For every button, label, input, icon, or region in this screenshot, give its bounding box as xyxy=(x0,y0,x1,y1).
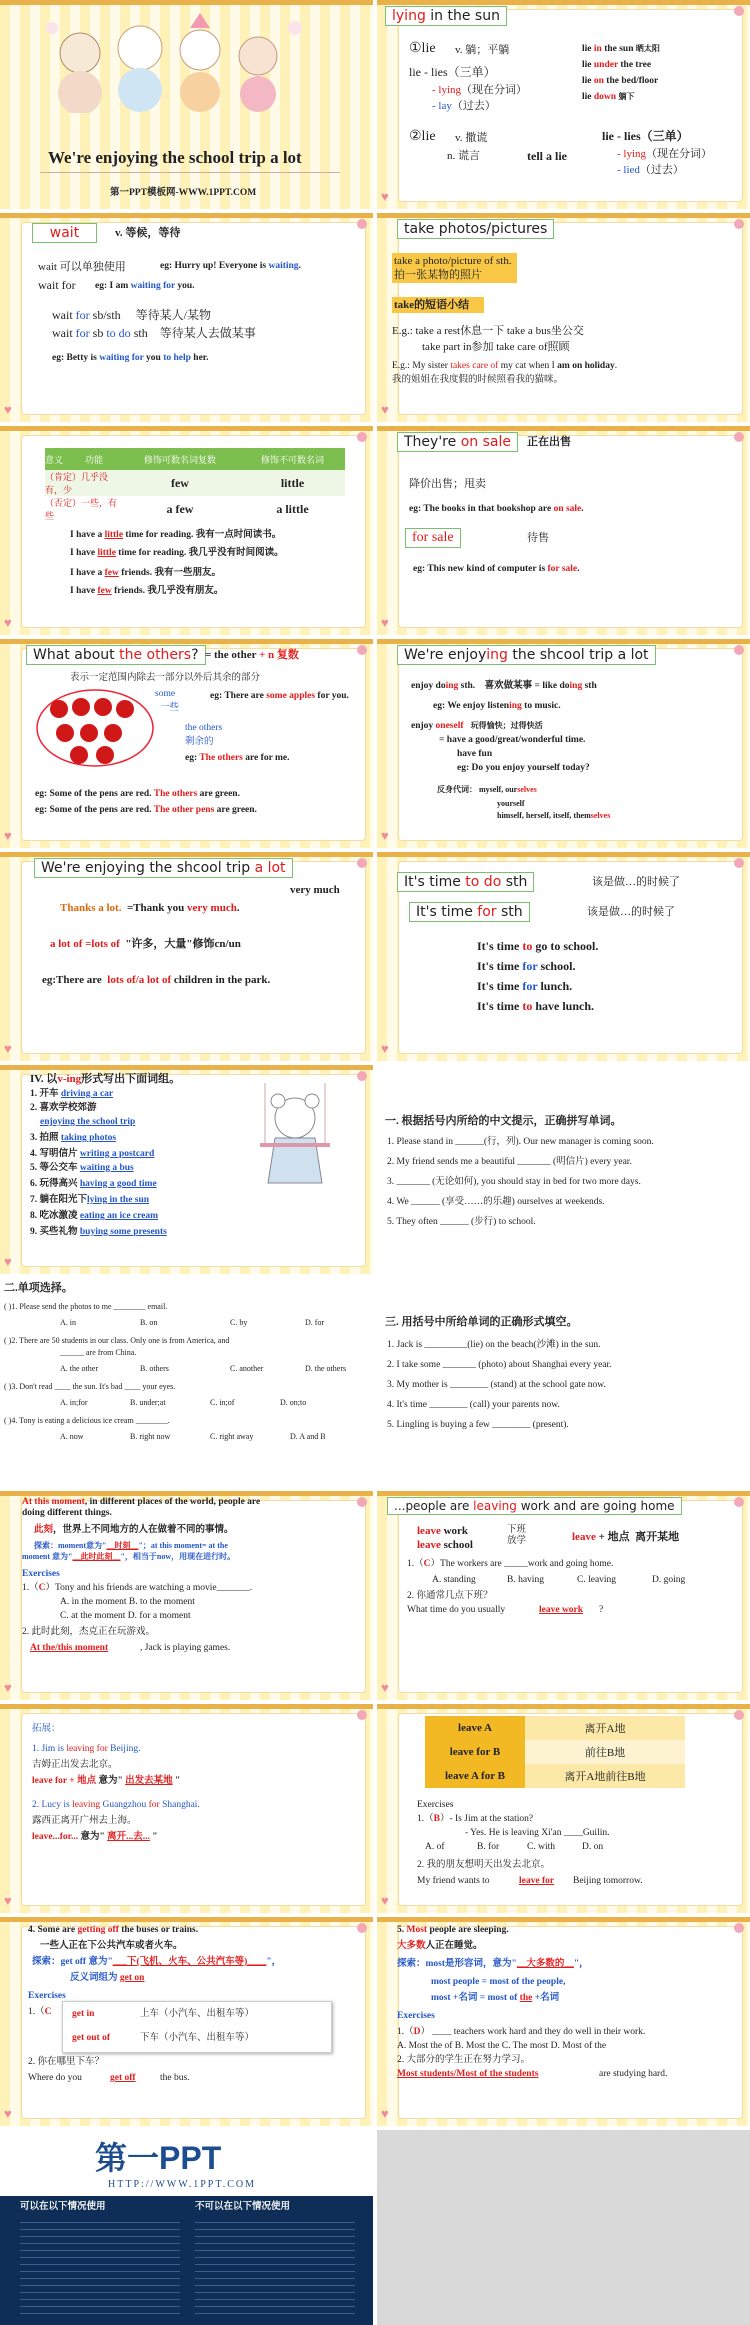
most-sentence: 5. Most people are sleeping. xyxy=(397,1925,509,1935)
ex-item: 4. It's time ________ (call) your parents now. xyxy=(387,1400,560,1410)
pin-icon xyxy=(734,6,744,16)
the-others-def: 表示一定范围内除去一部分以外后其余的部分 xyxy=(70,673,261,683)
slide-get-off xyxy=(0,1917,373,2126)
heart-icon: ♥ xyxy=(381,402,389,417)
exercise-heading: 二.单项选择。 xyxy=(4,1282,73,1294)
ppt-logo: 第一PPT xyxy=(95,2140,222,2176)
lie-noun: n. 谎言 xyxy=(447,150,480,162)
pin-icon xyxy=(357,1923,367,1933)
ex-item: 4. 写明信片 writing a postcard xyxy=(30,1149,155,1159)
leave-q1: 1.（C）The workers are _____work and going home. xyxy=(407,1559,614,1569)
expand-label: 拓展： xyxy=(32,1724,61,1734)
table-cell: 前往B地 xyxy=(525,1740,685,1764)
moment-q2: 2. 此时此刻，杰克正在玩游戏。 xyxy=(22,1627,156,1637)
slide-heading: ...people are leaving work and are going home xyxy=(387,1497,682,1515)
very-much: very much xyxy=(290,884,340,896)
ppt-url: HTTP://WWW.1PPT.COM xyxy=(108,2179,257,2190)
slide-heading: We're enjoying the shcool trip a lot xyxy=(397,645,656,665)
slide-a-lot xyxy=(0,852,373,1061)
get-in-cn: 上车（小汽车、出租车等） xyxy=(140,2009,255,2019)
get-off-opposite: 反义词组为 get on xyxy=(70,1973,145,1983)
most-rule-2: most +名词 = most of the +名词 xyxy=(431,1993,560,2003)
table-cell: leave for B xyxy=(425,1740,525,1764)
most-answer: Most students/Most of the students xyxy=(397,2069,539,2079)
pin-icon xyxy=(357,1710,367,1720)
wait-for-sb-to-do: wait for sb to do sth 等待某人去做某事 xyxy=(52,326,256,340)
slide-exercise-2 xyxy=(0,1278,373,1487)
title-divider xyxy=(40,172,340,173)
moment-sentence: At this moment, in different places of the world, people are xyxy=(22,1497,261,1507)
enjoy-eq: = have a good/great/wonderful time. xyxy=(439,735,586,745)
question: ( )1. Please send the photos to me ________ email. xyxy=(4,1302,168,1311)
lied-2: - lied（过去） xyxy=(617,164,684,176)
ex-item: 3. 拍照 taking photos xyxy=(30,1133,117,1143)
pin-icon xyxy=(357,1071,367,1081)
option: A. now xyxy=(60,1432,84,1441)
few-eg-3: I have a few friends. 我有一些朋友。 xyxy=(70,568,221,578)
slide-its-time xyxy=(377,852,750,1061)
heart-icon: ♥ xyxy=(381,2106,389,2121)
pens-eg-1: eg: Some of the pens are red. The others are green. xyxy=(35,789,240,799)
some-label: some xyxy=(155,689,176,699)
heart-icon: ♥ xyxy=(4,1041,12,1056)
its-time-to-cn: 该是做…的时候了 xyxy=(592,876,680,888)
usage-forbidden: 不可以在以下情况使用 xyxy=(195,2202,291,2212)
few-eg-2: I have little time for reading. 我几乎没有时间阅读。 xyxy=(70,548,284,558)
table-cell: （肯定）几乎没有，少 xyxy=(45,472,109,495)
enjoy-eg-1: eg: We enjoy listening to music. xyxy=(433,701,561,711)
time-eg-3: It's time for lunch. xyxy=(477,979,573,993)
moment-q1: 1.（C）Tony and his friends are watching a movie_______. xyxy=(22,1583,253,1593)
option: D. the others xyxy=(305,1364,347,1373)
pin-icon xyxy=(357,645,367,655)
get-off-q2-en: Where do you xyxy=(28,2073,82,2083)
pin-icon xyxy=(734,858,744,868)
leave-q2-en: What time do you usually xyxy=(407,1605,506,1615)
take-photo-phrase: take a photo/picture of sth. xyxy=(394,255,512,267)
lying-form: - lying（现在分词） xyxy=(432,84,528,96)
pin-icon xyxy=(357,219,367,229)
heart-icon: ♥ xyxy=(4,828,12,843)
heart-icon: ♥ xyxy=(381,1041,389,1056)
table-cell: 离开A地 xyxy=(525,1716,685,1740)
ex-item: 6. 玩得高兴 having a good time xyxy=(30,1179,157,1189)
leave-school: leave school xyxy=(417,1539,473,1551)
slide-few-little xyxy=(0,426,373,635)
most-q1: 1.（D） ____ teachers work hard and they do well in their work. xyxy=(397,2027,646,2037)
get-off-q1: 1.（C xyxy=(28,2007,52,2017)
leave-answer: leave work xyxy=(539,1605,584,1615)
empty-area xyxy=(377,2130,750,2325)
ex-item: 9. 买些礼物 buying some presents xyxy=(30,1227,167,1237)
site-caption: 第一PPT模板网-WWW.1PPT.COM xyxy=(110,188,257,198)
exercise-heading: 三. 用括号中所给单词的正确形式填空。 xyxy=(385,1316,578,1328)
get-off-q2: 2. 你在哪里下车？ xyxy=(28,2057,105,2067)
for-sale-box: for sale xyxy=(405,528,461,548)
pin-icon xyxy=(734,432,744,442)
time-eg-4: It's time to have lunch. xyxy=(477,999,595,1013)
bear-illustration xyxy=(250,1083,340,1193)
leave-for-2: 2. Lucy is leaving Guangzhou for Shanghai. xyxy=(32,1800,200,1810)
pin-icon xyxy=(734,1497,744,1507)
exercises-label: Exercises xyxy=(22,1569,60,1579)
its-time-to-box: It's time to do sth xyxy=(397,872,534,892)
option: B. for xyxy=(477,1842,500,1852)
lie-2: ②lie xyxy=(409,129,436,144)
heart-icon: ♥ xyxy=(381,189,389,204)
ex-item: 2. I take some _______ (photo) about Shanghai every year. xyxy=(387,1360,612,1370)
question-cont: ______ are from China. xyxy=(60,1348,137,1357)
leave-table xyxy=(425,1716,685,1788)
table-cell: little xyxy=(280,475,305,490)
option: D. for xyxy=(305,1318,325,1327)
time-eg-1: It's time to go to school. xyxy=(477,939,599,953)
slide-wait xyxy=(0,213,373,422)
wait-eg-2: eg: I am waiting for you. xyxy=(95,281,195,291)
take-summary: take的短语小结 xyxy=(394,299,470,311)
lying-2: - lying（现在分词） xyxy=(617,148,713,160)
wait-eg-1: eg: Hurry up! Everyone is waiting. xyxy=(160,261,301,271)
exercises-label: Exercises xyxy=(417,1800,454,1810)
option: B. having xyxy=(507,1575,544,1585)
usage-allowed: 可以在以下情况使用 xyxy=(20,2202,106,2212)
cartoon-animals-illustration xyxy=(40,8,310,113)
option: C. by xyxy=(230,1318,248,1327)
few-eg-1: I have a little time for reading. 我有一点时间读书。 xyxy=(70,530,282,540)
on-sale-eg: eg: The books in that bookshop are on sale. xyxy=(409,504,584,514)
get-out-of: get out of xyxy=(72,2033,110,2043)
get-off-explore: 探索：get off 意为"___下(飞机、火车、公共汽车等)____"， xyxy=(32,1957,282,1967)
phrase-2: lie under the tree xyxy=(582,60,652,70)
get-off-sentence: 4. Some are getting off the buses or trains. xyxy=(28,1925,199,1935)
heart-icon: ♥ xyxy=(4,2106,12,2121)
option: D. A and B xyxy=(290,1432,326,1441)
option: D. on xyxy=(582,1842,604,1852)
get-off-end: the bus. xyxy=(160,2073,190,2083)
option: C. leaving xyxy=(577,1575,617,1585)
leave-q2: 2. 你通常几点下班？ xyxy=(407,1591,493,1601)
ex-item: 1. 开车 driving a car xyxy=(30,1089,114,1099)
option: D. on;to xyxy=(280,1398,307,1407)
slide-heading: wait xyxy=(32,223,97,243)
option: C. with xyxy=(527,1842,555,1852)
heart-icon: ♥ xyxy=(4,615,12,630)
apples-illustration xyxy=(35,687,155,769)
tell-a-lie: tell a lie xyxy=(527,149,567,163)
moment-explore-2: moment 意为"__此时此刻__"，相当于now，用现在进行时。 xyxy=(22,1552,236,1561)
lie-2-meaning: v. 撒谎 xyxy=(455,132,488,144)
a-lot-of: a lot of =lots of "许多，大量"修饰cn/un xyxy=(50,938,241,950)
ex-item: 5. They often ______ (步行) to school. xyxy=(387,1217,536,1227)
question: ( )3. Don't read ____ the sun. It's bad ____ your eyes. xyxy=(4,1382,176,1391)
leave-for-2-cn: 露西正离开广州去上海。 xyxy=(32,1816,137,1826)
table-cell: a little xyxy=(276,501,309,516)
pin-icon xyxy=(734,1923,744,1933)
take-eg-1: E.g.: take a rest休息一下 take a bus坐公交 xyxy=(392,325,584,337)
slide-title xyxy=(0,0,373,209)
slide-heading: What about the others? xyxy=(26,645,206,665)
take-eg-2: take part in参加 take care of照顾 xyxy=(422,341,570,353)
leave-for-1: 1. Jim is leaving for Beijing. xyxy=(32,1744,141,1754)
option: B. others xyxy=(140,1364,169,1373)
option: B. right now xyxy=(130,1432,171,1441)
table-cell: 离开A地前往B地 xyxy=(525,1764,685,1788)
leave-for-rule-2: leave...for... 意为" 离开...去... " xyxy=(32,1832,158,1842)
heart-icon: ♥ xyxy=(381,828,389,843)
phrase-4: lie down 躺下 xyxy=(582,92,635,102)
option: A. of xyxy=(425,1842,445,1852)
leave-work: leave work xyxy=(417,1525,469,1537)
question: ( )4. Tony is eating a delicious ice cream ________. xyxy=(4,1416,170,1425)
moment-q1-ab: A. in the moment B. to the moment xyxy=(60,1597,195,1607)
reflexive-3: himself, herself, itself, themselves xyxy=(497,811,611,820)
get-in: get in xyxy=(72,2009,95,2019)
exercise-heading: 一. 根据括号内所给的中文提示，正确拼写单词。 xyxy=(385,1115,622,1127)
the-others-eg: eg: The others are for me. xyxy=(185,753,290,763)
wait-eg-3: eg: Betty is waiting for you to help her. xyxy=(52,353,209,363)
slide-on-sale xyxy=(377,426,750,635)
ex-item: 5. 等公交车 waiting a bus xyxy=(30,1163,134,1173)
pin-icon xyxy=(734,645,744,655)
slide-leave-for xyxy=(0,1704,373,1913)
heart-icon: ♥ xyxy=(4,1893,12,1908)
slide-exercise-1 xyxy=(377,1065,750,1274)
most-rule-1: most people = most of the people, xyxy=(431,1977,566,1987)
slide-heading: lying in the sun xyxy=(385,6,507,26)
pin-icon xyxy=(357,858,367,868)
wait-for-sb: wait for sb/sth 等待某人/某物 xyxy=(52,308,212,322)
table-cell: few xyxy=(170,475,189,490)
ex-item: 5. Lingling is buying a few ________ (present). xyxy=(387,1420,569,1430)
slide-enjoy xyxy=(377,639,750,848)
table-cell: a few xyxy=(166,501,194,516)
leave-table-q1b: - Yes. He is leaving Xi'an ____Guilin. xyxy=(465,1828,610,1838)
on-sale-meaning: 正在出售 xyxy=(527,436,571,448)
reflexive-2: yourself xyxy=(497,799,525,808)
take-eg-3: E.g.: My sister takes care of my cat when I am on holiday. xyxy=(392,361,618,371)
ad-links-right xyxy=(195,2220,355,2320)
heart-icon: ♥ xyxy=(381,1680,389,1695)
enjoy-eg-2: eg: Do you enjoy yourself today? xyxy=(457,763,590,773)
table-header: 功能 xyxy=(85,454,104,465)
take-eg-3-cn: 我的姐姐在我度假的时候照看我的猫咪。 xyxy=(392,375,564,385)
get-off-cn: 一些人正在下公共汽车或者火车。 xyxy=(40,1941,183,1951)
phrase-3: lie on the bed/floor xyxy=(582,76,659,86)
have-fun: have fun xyxy=(457,749,493,759)
lie-2-forms: lie - lies（三单） xyxy=(602,129,689,143)
option: A. standing xyxy=(432,1575,476,1585)
slide-heading: take photos/pictures xyxy=(397,219,554,239)
ad-links-left xyxy=(20,2220,180,2320)
heart-icon: ♥ xyxy=(4,1254,12,1269)
few-little-table xyxy=(45,448,345,522)
option: C. in;of xyxy=(210,1398,235,1407)
ex-item: enjoying the school trip xyxy=(40,1117,136,1127)
heart-icon: ♥ xyxy=(4,402,12,417)
slide-at-this-moment xyxy=(0,1491,373,1700)
lie-1: ①lie xyxy=(409,41,436,56)
the-others-label: the others xyxy=(185,723,223,733)
slide-most xyxy=(377,1917,750,2126)
time-eg-2: It's time for school. xyxy=(477,959,576,973)
ex-item: 4. We ______ (享受……的乐趣) ourselves at weekends. xyxy=(387,1197,605,1207)
moment-cn: 此刻，世界上不同地方的人在做着不同的事情。 xyxy=(34,1525,234,1535)
slide-exercise-iv xyxy=(0,1065,373,1274)
option: C. right away xyxy=(210,1432,254,1441)
leave-table-q2-en: My friend wants to xyxy=(417,1876,490,1886)
exercises-label: Exercises xyxy=(397,2011,435,2021)
table-header: 修饰不可数名词 xyxy=(260,454,324,465)
most-end: are studying hard. xyxy=(599,2069,668,2079)
heart-icon: ♥ xyxy=(4,1680,12,1695)
most-cn: 大多数人正在睡觉。 xyxy=(397,1941,483,1951)
take-photo-meaning: 拍一张某物的照片 xyxy=(394,269,482,281)
slide-title-text: We're enjoying the school trip a lot xyxy=(48,148,302,167)
slide-take-photos xyxy=(377,213,750,422)
leave-table-q1: 1.（B）- Is Jim at the station? xyxy=(417,1814,534,1824)
enjoy-doing: enjoy doing sth. 喜欢做某事 = like doing sth xyxy=(411,681,597,691)
option: B. under;at xyxy=(130,1398,166,1407)
slide-exercise-3 xyxy=(377,1278,750,1487)
ex-item: 7. 躺在阳光下lying in the sun xyxy=(30,1195,150,1205)
some-cn: 一些 xyxy=(160,703,180,713)
option: B. on xyxy=(140,1318,158,1327)
ex-item: 3. _______ (无论如何), you should stay in bed for two more days. xyxy=(387,1177,641,1187)
slide-ppt-ad xyxy=(0,2130,373,2325)
the-others-cn: 剩余的 xyxy=(185,737,214,747)
reflexive-1: 反身代词： myself, ourselves xyxy=(437,785,537,794)
option: C. another xyxy=(230,1364,264,1373)
thanks-a-lot: Thanks a lot. =Thank you very much. xyxy=(60,902,240,914)
ex-item: 2. My friend sends me a beautiful _______ (明信片) every year. xyxy=(387,1157,632,1167)
option: D. going xyxy=(652,1575,686,1585)
table-cell: leave A xyxy=(425,1716,525,1740)
table-cell: leave A for B xyxy=(425,1764,525,1788)
moment-q2-rest: , Jack is playing games. xyxy=(140,1643,231,1653)
enjoy-oneself: enjoy oneself 玩得愉快；过得快活 xyxy=(411,721,543,731)
pin-icon xyxy=(357,1497,367,1507)
leave-q2-end: ? xyxy=(599,1605,604,1615)
lie-forms: lie - lies（三单） xyxy=(409,65,496,79)
leave-place: leave + 地点 离开某地 xyxy=(572,1531,680,1543)
leave-table-answer: leave for xyxy=(519,1876,555,1886)
leave-work-cn: 下班 放学 xyxy=(507,1525,527,1546)
exercises-label: Exercises xyxy=(28,1991,66,2001)
pens-eg-2: eg: Some of the pens are red. The other pens are green. xyxy=(35,805,257,815)
question: ( )2. There are 50 students in our class. Only one is from America, and xyxy=(4,1336,230,1345)
leave-table-end: Beijing tomorrow. xyxy=(573,1876,643,1886)
slide-heading: They're on sale xyxy=(397,432,518,452)
for-sale-eg: eg: This new kind of computer is for sale. xyxy=(413,564,580,574)
heart-icon: ♥ xyxy=(381,615,389,630)
for-sale-cn: 待售 xyxy=(527,532,549,544)
lay-form: - lay（过去） xyxy=(432,100,496,112)
moment-sentence-2: doing different things. xyxy=(22,1508,112,1518)
a-lot-of-eg: eg:There are lots of/a lot of children in the park. xyxy=(42,974,271,986)
pin-icon xyxy=(734,219,744,229)
heart-icon: ♥ xyxy=(381,1893,389,1908)
option: A. in xyxy=(60,1318,76,1327)
moment-q1-cd: C. at the moment D. for a moment xyxy=(60,1611,191,1621)
pin-icon xyxy=(734,1710,744,1720)
moment-answer: At the/this moment xyxy=(30,1643,109,1653)
ex-item: 3. My mother is ________ (stand) at the school gate now. xyxy=(387,1380,606,1390)
ex-item: 2. 喜欢学校郊游 xyxy=(30,1103,97,1113)
some-eg: eg: There are some apples for you. xyxy=(210,691,349,701)
wait-meaning: v. 等候，等待 xyxy=(115,227,181,239)
most-q1-options: A. Most the of B. Most the C. The most D. Most of the xyxy=(397,2041,607,2051)
get-out-of-cn: 下车（小汽车、出租车等） xyxy=(140,2033,255,2043)
table-header: 修饰可数名词复数 xyxy=(143,454,216,465)
moment-explore: 探索：moment意为"__时刻__"；at this moment= at the xyxy=(34,1541,228,1550)
slide-lie xyxy=(377,0,750,209)
few-eg-4: I have few friends. 我几乎没有朋友。 xyxy=(70,586,224,596)
exercise-heading: IV. 以v-ing形式写出下面词组。 xyxy=(30,1073,181,1085)
its-time-for-box: It's time for sth xyxy=(409,902,530,922)
the-others-eq: = the other + n 复数 xyxy=(205,649,299,661)
table-cell: （否定）一些，有些 xyxy=(45,498,118,521)
option: A. the other xyxy=(60,1364,98,1373)
ex-item: 8. 吃冰激凌 eating an ice cream xyxy=(30,1211,159,1221)
option: A. in;for xyxy=(60,1398,88,1407)
ex-item: 1. Please stand in ______(行，列). Our new manager is coming soon. xyxy=(387,1137,654,1147)
slide-the-others xyxy=(0,639,373,848)
slide-leaving-work xyxy=(377,1491,750,1700)
on-sale-cn: 降价出售；甩卖 xyxy=(409,478,486,490)
table-header: 意义 xyxy=(45,454,64,465)
most-explore: 探索：most是形容词，意为"__大多数的__"， xyxy=(397,1959,589,1969)
its-time-for-cn: 该是做…的时候了 xyxy=(587,906,675,918)
most-q2: 2. 大部分的学生正在努力学习。 xyxy=(397,2055,531,2065)
wait-for: wait for xyxy=(38,278,76,292)
leave-for-1-cn: 吉姆正出发去北京。 xyxy=(32,1760,118,1770)
lie-1-meaning: v. 躺；平躺 xyxy=(455,44,510,56)
leave-for-rule: leave for + 地点 意为" 出发去某地 " xyxy=(32,1776,181,1786)
slide-heading: We're enjoying the shcool trip a lot xyxy=(34,858,293,878)
leave-table-q2: 2. 我的朋友想明天出发去北京。 xyxy=(417,1860,551,1870)
pin-icon xyxy=(357,432,367,442)
wait-alone: wait 可以单独使用 xyxy=(38,261,126,273)
ex-item: 1. Jack is _________(lie) on the beach(沙滩) in the sun. xyxy=(387,1340,601,1350)
slide-leave-table xyxy=(377,1704,750,1913)
get-off-answer: get off xyxy=(110,2073,136,2083)
phrase-1: lie in the sun 晒太阳 xyxy=(582,44,660,54)
